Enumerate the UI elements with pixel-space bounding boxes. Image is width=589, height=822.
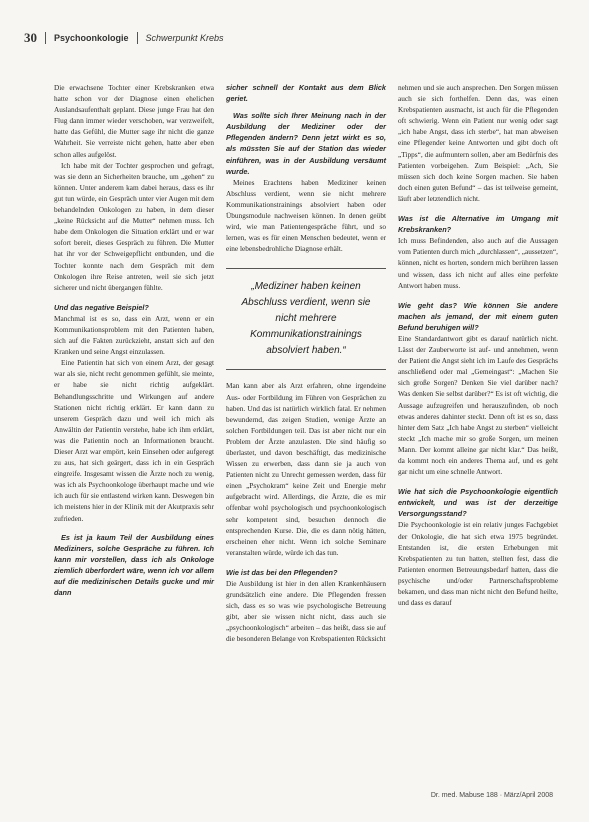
paragraph: Eine Patientin hat sich von einem Arzt, der gesagt war als sie, nicht recht genommen gefühlt, sie meinte, er habe sie nicht richtig aufgeklärt. Behandlungsschritte und Wirkungen auf andere Stationen nicht richtig erklärt. Er kann dann zu unserem Gespräch dazu und weil ich mich als Anwältin der Patientin verstehe, habe ich ihm erklärt, was die Patientin noch an Informationen braucht. Dieser Arzt war empört, kein Einsehen oder aufgeregt zu aus, hat sich geärgert, dass ich in ein Gespräch eingreife. Insgesamt wissen die Ärzte noch zu wenig, was ich als Psychoonkologe überhaupt mache und wie ich auch für sie entlastend wirken kann. Deswegen bin ich meistens hier in der Klinik mit der Akutpraxis sehr zufrieden. <box>54 358 214 523</box>
article-body <box>54 82 562 782</box>
interview-question: Und das negative Beispiel? <box>54 302 149 312</box>
section-title: Psychoonkologie <box>54 33 129 43</box>
paragraph: nehmen und sie auch ansprechen. Den Sorgen müssen auch sie sich forthelfen. Denn das, was einen Krebspatienten ausmacht, ist auch für die Pflegenden oft schwierig. Wenn ein Patient nur wenig oder sagt „ich habe Angst, dass ich sterbe“, hat man abweisen eine Pflegender keine Antworten und gibt doch oft „Tipps“, die aufmuntern sollen, aber am Bedürfnis des Patienten vorbeigehen. Zum Beispiel: „Ach, Sie müssen sich doch keine Sorgen machen. Sie haben doch einen guten Befund“ – das ist teilweise gemeint, läuft aber letztendlich nicht. <box>398 83 558 203</box>
paragraph: Ich muss Befindenden, also auch auf die Aussagen vom Patienten durch mich „durchlassen“, „aussetzen“, können, nicht es horten, sondern mich berühren lassen und wissen, dass ich nicht auf alles eine perfekte Antwort haben muss. <box>398 236 558 290</box>
pull-quote: „Mediziner haben keinen Abschluss verdient, wenn sie nicht mehrere Kommunikationstrainings absolviert haben.“ <box>226 268 386 370</box>
paragraph: Die erwachsene Tochter einer Krebskranken etwa hatte schon vor der Diagnose einen ehelichen Auslandsaufenthalt geplant. Diese junge Frau hat den Flug dann immer wieder verschoben, war verzweifelt, hatte das Gefühl, die Mutter sage ihr nicht die ganze Wahrheit. Sie verreiste nicht gehen, hatte aber eben schon alles aufgelöst. <box>54 83 214 159</box>
paragraph: Manchmal ist es so, dass ein Arzt, wenn er ein Kommunikationsproblem mit den Patienten haben, sich auf die Fakten zurückzieht, anstatt sich auf den Kranken und seine Angst einzulassen. <box>54 313 214 357</box>
column-2 <box>226 82 386 782</box>
paragraph: Eine Standardantwort gibt es darauf natürlich nicht. Lässt der Zauberworte ist auf- und annehmen, wenn der Patient die Angst sieht ich im Laufe des Gesprächs anschließend oder mal „Gemeingast“: „Machen Sie sich große Sorgen? Denken Sie viel darüber nach? Was denken Sie selbst darüber?“ Es ist oft wichtig, die Aussage aufzugreifen und herauszufinden, ob noch etwas anderes dahinter steckt. Denn oft ist es so, dass hinter dem Satz „Ich habe Angst zu sterben“ vielleicht steckt „Ich mache mir so große Sorgen, um meinen Mann. Der kommt alleine gar nicht klar.“ Das heißt, da kommt noch ein anderes Thema auf, und es geht gar nicht um eine schnelle Antwort. <box>398 333 558 477</box>
header-divider <box>45 32 46 44</box>
page-header <box>24 30 224 46</box>
interview-question: Wie ist das bei den Pflegenden? <box>226 567 338 577</box>
paragraph: Die Ausbildung ist hier in den allen Krankenhäusern grundsätzlich eine andere. Die Pflegenden fressen sich, dass es so was wie psychologische Betreuung gibt, aber sie wissen nicht nicht, dass auch sie „psychoonkologisch“ arbeiten – das heißt, dass sie auf die besonderen Belange von Krebspatienten Rücksicht <box>226 579 386 644</box>
page-number: 30 <box>24 30 37 45</box>
page-footer: Dr. med. Mabuse 188 · März/April 2008 <box>430 792 553 799</box>
paragraph: Ich habe mit der Tochter gesprochen und gefragt, was sie denn an Sicherheiten brauche, um „gehen“ zu können. Unter anderem kam dabei heraus, dass es ihr gut tun würde, ein Gespräch unter vier Augen mit dem behandelnden Onkologen zu haben, in dem dieser „keine Rücksicht auf die Mutter“ nehmen muss. Ich habe dem Onkologen die Situation erklärt und er war sofort bereit, dieses Gespräch zu führen. Die Mutter hat ihr vor der Schweigepflicht entbunden, und die Tochter konnte nach dem Gespräch mit dem Onkologen ihre Reise antreten, weil sie sich jetzt sicherer und nicht übergangen fühlte. <box>54 160 214 292</box>
column-3 <box>398 82 558 782</box>
paragraph: Die Psychoonkologie ist ein relativ junges Fachgebiet der Onkologie, die hat sich etwa 1975 begründet. Entstanden ist, die ersten Erhebungen mit Krebspatienten zu tun hatten, stellten fest, dass die Patienten enormen Betreuungsbedarf hatten, dass die psychische und/oder Partnerschaftsprobleme bekamen, und dass man nicht nicht den Befund heilte, und dass es darauf <box>398 520 558 608</box>
header-divider <box>137 32 138 44</box>
paragraph: Meines Erachtens haben Mediziner keinen Abschluss verdient, wenn sie nicht mehrere Kommunikationstrainings absolviert haben oder Übungsmodule nachweisen können. In denen geübt wird, wie man Patientengespräche führt, und so lernen, was es für einen Menschen bedeutet, wenn er eine lebensbedrohliche Diagnose erhält. <box>226 177 386 254</box>
interview-question: sicher schnell der Kontakt aus dem Blick geriet. <box>226 83 386 104</box>
column-1 <box>54 82 214 782</box>
interview-question: Was ist die Alternative im Umgang mit Krebskranken? <box>398 214 558 235</box>
interview-question: Wie hat sich die Psychoonkologie eigentlich entwickelt, und was ist der derzeitige Versorgungsstand? <box>398 487 558 519</box>
interview-question: Was sollte sich Ihrer Meinung nach in der Ausbildung der Mediziner oder der Pflegenden ändern? Denn jetzt wirkt es so, als müssten Sie auf der Station das wieder einführen, was in der Ausbildung versäumt wurde. <box>226 111 386 176</box>
focus-title: Schwerpunkt Krebs <box>145 33 224 43</box>
paragraph: Man kann aber als Arzt erfahren, ohne irgendeine Aus- oder Fortbildung im Führen von Gesprächen zu haben. Und das ist natürlich wirklich fatal. Er nehmen bewundernd, das zeigen Studien, wenige Ärzte an solchen Fortbildungen teil. Das ist aber nicht nur ein Problem der Ärzte anzulasten. Die sind häufig so überlastet, und davon beschäftigt, das medizinische Wissen zu erwerben, dass dann sie ja auch von Patienten nicht zu Unrecht gemessen werden, dass für einen „Psychokram“ keine Zeit und Energie mehr aufgebracht wird. Allerdings, die Ärzte, die es mir offenbar wohl psychologisch und psychoonkologisch sehr kompetent sind, besuchen dennoch die entsprechenden Kurse. Die, die es dann nötig hätten, erscheinen eher nicht. Wenn ich solche Seminare veranstalten würde, würde ich das tun. <box>226 381 386 557</box>
interview-question: Es ist ja kaum Teil der Ausbildung eines Mediziners, solche Gespräche zu führen. Ich kann mir vorstellen, dass ich als Onkologe ziemlich überfordert wäre, wenn ich vor allem auf die medizinischen Details gucke und mir dann <box>54 532 214 598</box>
interview-question: Wie geht das? Wie können Sie andere machen als jemand, der mit einem guten Befund beruhigen will? <box>398 300 558 332</box>
